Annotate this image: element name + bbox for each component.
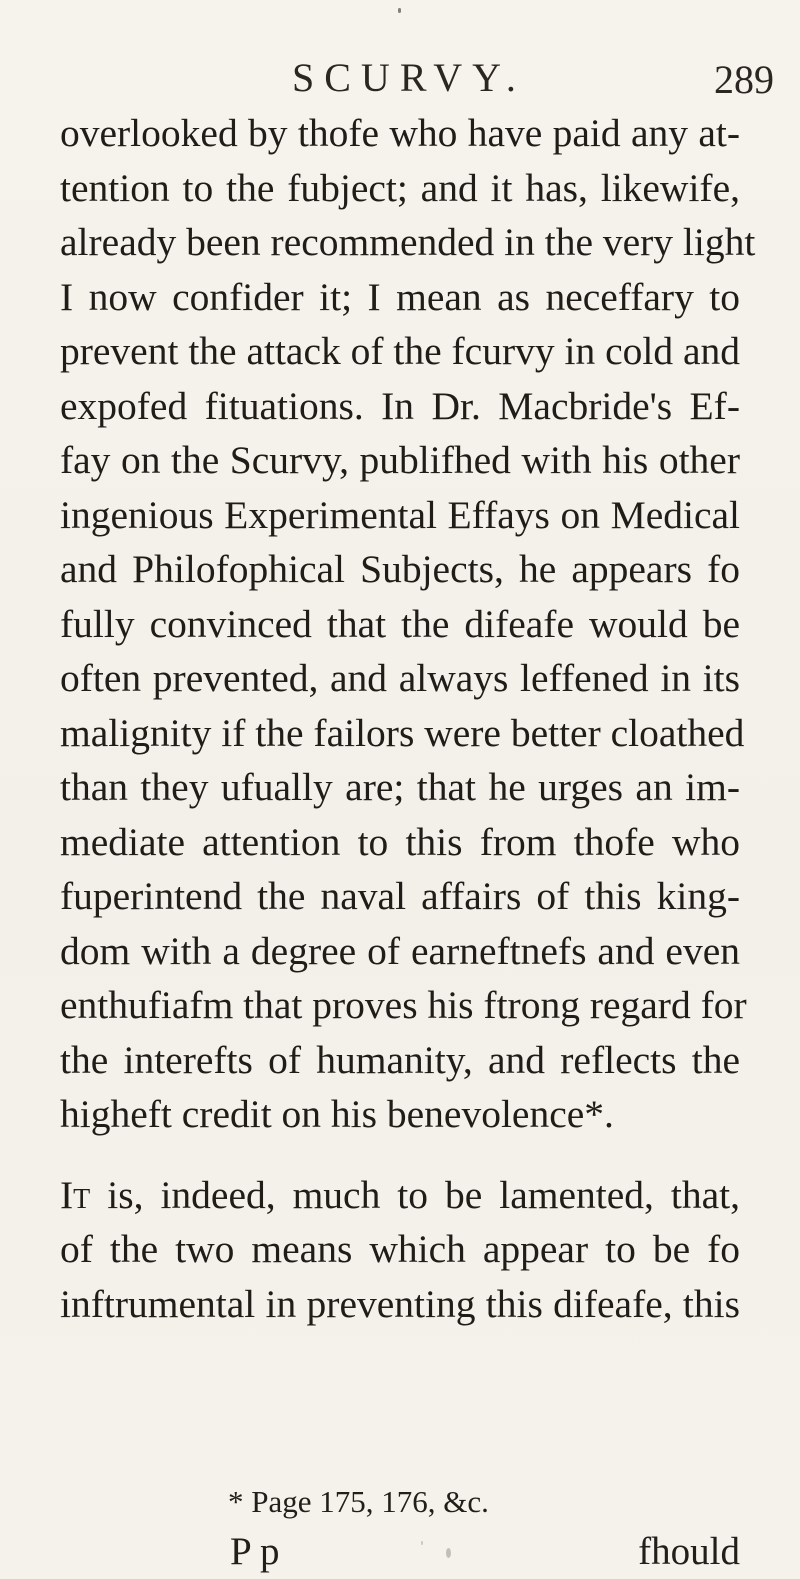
paragraph-2-line-1-rest: is, indeed, much to be lamented, that,	[90, 1172, 740, 1217]
paragraph-2-line-3: inftrumental in preventing this difeafe, this	[60, 1281, 740, 1326]
footnote: * Page 175, 176, &c.	[228, 1484, 489, 1519]
text-line-16: dom with a degree of earneftnefs and even	[60, 928, 740, 973]
text-line-18: the interefts of humanity, and reflects the	[60, 1037, 740, 1082]
text-line-15: fuperintend the naval affairs of this king-	[60, 874, 740, 918]
catchword: fhould	[638, 1530, 740, 1573]
running-head: SCURVY.	[292, 55, 526, 100]
paragraph-break	[60, 1142, 740, 1168]
text-line-14: mediate attention to this from thofe who	[60, 819, 740, 864]
text-line-13: than they ufually are; that he urges an im-	[60, 765, 740, 809]
text-line-8: ingenious Experimental Effays on Medical	[60, 492, 740, 537]
text-line-17: enthufiafm that proves his ftrong regard for	[60, 983, 747, 1027]
paragraph-2-line-2: of the two means which appear to be fo	[60, 1227, 740, 1271]
page-number: 289	[714, 57, 774, 102]
text-line-19: higheft credit on his benevolence*.	[60, 1092, 614, 1136]
signature-mark: P p	[230, 1530, 280, 1573]
text-line-2: tention to the fubject; and it has, likewife,	[60, 165, 740, 210]
paragraph-2-line-1	[60, 1168, 740, 1223]
text-line-10: fully convinced that the difeafe would be	[60, 601, 740, 646]
ink-mark-top	[398, 8, 401, 13]
ink-mark-bottom-left	[446, 1548, 451, 1558]
text-line-11: often prevented, and always leffened in its	[60, 656, 740, 700]
text-line-3: already been recommended in the very light	[60, 220, 756, 264]
text-line-4: I now confider it; I mean as neceffary to	[60, 274, 740, 319]
paragraph-2-lead-word: It	[60, 1172, 91, 1217]
page-footer	[230, 1532, 740, 1574]
text-line-7: fay on the Scurvy, publifhed with his other	[60, 438, 740, 482]
main-text	[60, 106, 756, 1331]
text-line-1: overlooked by thofe who have paid any at-	[60, 111, 740, 155]
ink-mark-bottom	[421, 1541, 423, 1545]
text-line-9: and Philofophical Subjects, he appears fo	[60, 547, 740, 591]
text-line-5: prevent the attack of the fcurvy in cold and	[60, 329, 741, 373]
text-line-12: malignity if the failors were better cloathed	[60, 710, 745, 755]
text-line-6: expofed fituations. In Dr. Macbride's Ef-	[60, 383, 740, 428]
